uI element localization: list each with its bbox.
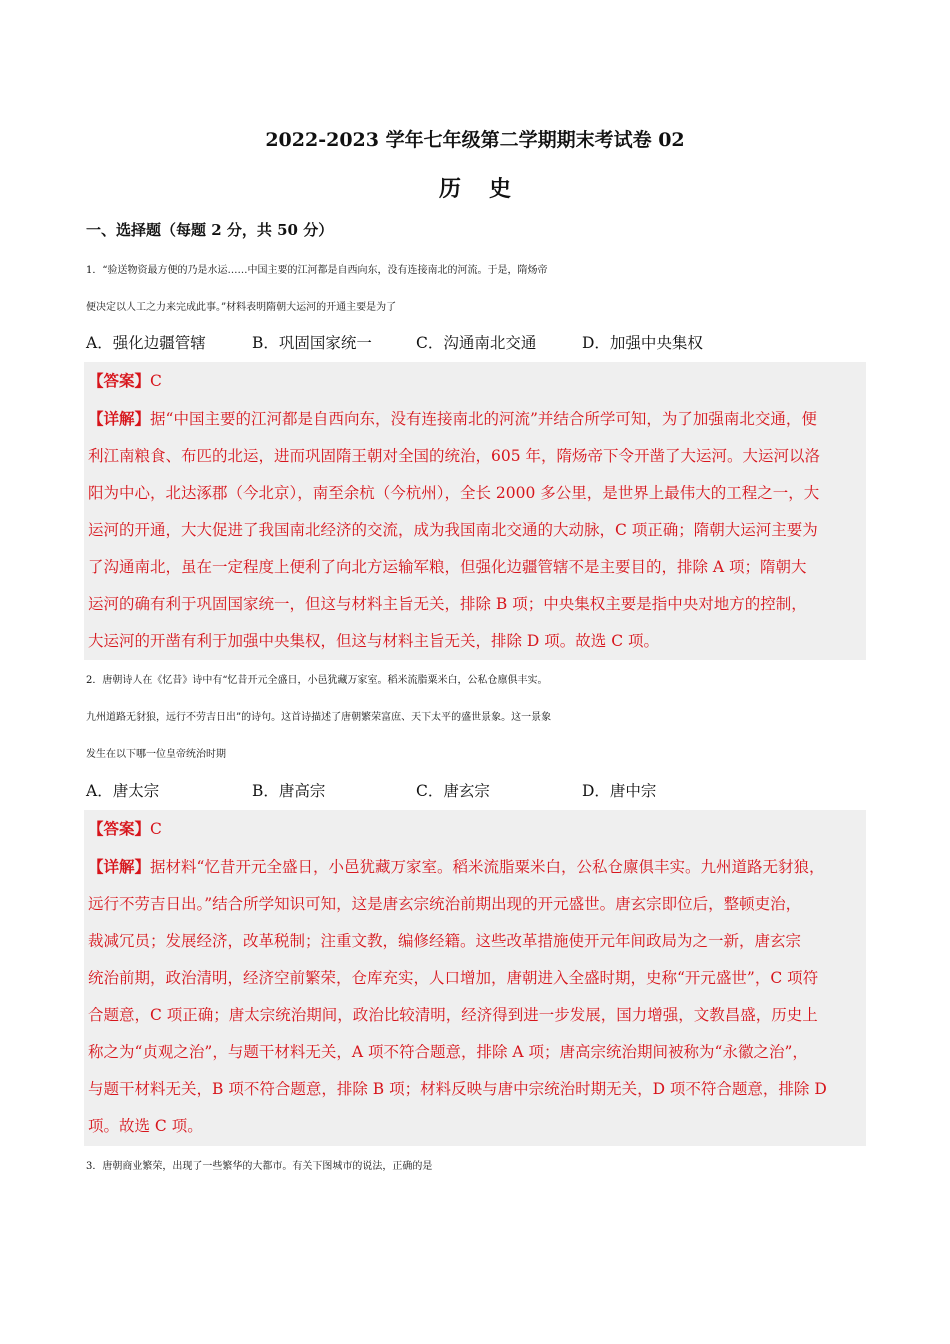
question-3 (86, 1148, 866, 1185)
detail-text: 阳为中心，北达涿郡（今北京），南至余杭（今杭州），全长 2000 多公里，是世界上最伟大的工程之一，大 (88, 484, 820, 502)
answer-line (88, 362, 862, 400)
question-1 (86, 252, 866, 326)
detail-line (88, 400, 862, 438)
option-a: A．强化边疆管辖 (86, 334, 206, 352)
answer-box-2 (84, 810, 866, 1146)
question-1-line-2: 便决定以人工之力来完成此事。”材料表明隋朝大运河的开通主要是为了 (86, 302, 397, 313)
page-title: 2022-2023 学年七年级第二学期期末考试卷 02 (265, 129, 685, 151)
question-2-line-1: 2．唐朝诗人在《忆昔》诗中有“忆昔开元全盛日，小邑犹藏万家室。稻米流脂粟米白，公私仓廪俱丰实。 (86, 675, 548, 686)
question-1-line-1: 1．“验送物资最方便的乃是水运……中国主要的江河都是自西向东，没有连接南北的河流。于是，隋炀帝 (86, 265, 548, 276)
subject-title: 历史 (438, 176, 539, 202)
question-1-options (86, 328, 703, 358)
detail-tag: 【详解】 (88, 409, 151, 428)
answer-line (88, 810, 862, 848)
detail-text: 运河的确有利于巩固国家统一，但这与材料主旨无关，排除 B 项；中央集权主要是指中央对地方的控制， (88, 595, 807, 613)
option-c: C．沟通南北交通 (416, 334, 537, 352)
detail-text: 运河的开通，大大促进了我国南北经济的交流，成为我国南北交通的大动脉，C 项正确；隋朝大运河主要为 (88, 521, 818, 539)
answer-value: C (150, 372, 162, 390)
detail-text: 远行不劳吉日出。”结合所学知识可知，这是唐玄宗统治前期出现的开元盛世。唐玄宗即位后，整顿吏治， (88, 895, 802, 913)
answer-tag: 【答案】 (88, 819, 151, 838)
detail-text: 裁减冗员；发展经济，改革税制；注重文教，编修经籍。这些改革措施使开元年间政局为之一新，唐玄宗 (88, 932, 802, 950)
detail-text: 项。故选 C 项。 (88, 1117, 203, 1135)
option-b: B．巩固国家统一 (252, 334, 372, 352)
detail-text: 统治前期，政治清明，经济空前繁荣，仓库充实，人口增加，唐朝进入全盛时期，史称“开元盛世”，C 项符 (88, 969, 819, 987)
detail-text: 称之为“贞观之治”，与题干材料无关，A 项不符合题意，排除 A 项；唐高宗统治期间被称为“永徽之治”， (88, 1043, 808, 1061)
option-b: B．唐高宗 (252, 782, 326, 800)
answer-box-1 (84, 362, 866, 660)
detail-text: 了沟通南北，虽在一定程度上便利了向北方运输军粮，但强化边疆管辖不是主要目的，排除 A 项；隋朝大 (88, 558, 807, 576)
option-c: C．唐玄宗 (416, 782, 490, 800)
question-3-line-1: 3．唐朝商业繁荣，出现了一些繁华的大都市。有关下图城市的说法，正确的是 (86, 1161, 433, 1172)
question-2 (86, 662, 866, 773)
detail-text: 利江南粮食、布匹的北运，进而巩固隋王朝对全国的统治，605 年，隋炀帝下令开凿了大运河。大运河以洛 (88, 447, 821, 465)
question-2-line-2: 九州道路无豺狼，远行不劳吉日出”的诗句。这首诗描述了唐朝繁荣富庶、天下太平的盛世景象。这一景象 (86, 712, 552, 723)
option-d: D．唐中宗 (582, 782, 657, 800)
option-a: A．唐太宗 (86, 782, 160, 800)
question-2-options (86, 776, 656, 806)
question-2-line-3: 发生在以下哪一位皇帝统治时期 (86, 749, 226, 760)
detail-text: 与题干材料无关，B 项不符合题意，排除 B 项；材料反映与唐中宗统治时期无关，D 项不符合题意，排除 D (88, 1080, 827, 1098)
detail-text: 合题意，C 项正确；唐太宗统治期间，政治比较清明，经济得到进一步发展，国力增强，文教昌盛，历史上 (88, 1006, 818, 1024)
answer-tag: 【答案】 (88, 371, 151, 390)
detail-line (88, 848, 862, 886)
detail-tag: 【详解】 (88, 857, 151, 876)
detail-text: 大运河的开凿有利于加强中央集权，但这与材料主旨无关，排除 D 项。故选 C 项。 (88, 632, 659, 650)
detail-text: 据材料“忆昔开元全盛日，小邑犹藏万家室。稻米流脂粟米白，公私仓廪俱丰实。九州道路无豺狼， (150, 858, 825, 876)
section-header: 一、选择题（每题 2 分，共 50 分） (86, 221, 334, 239)
detail-text: 据“中国主要的江河都是自西向东，没有连接南北的河流”并结合所学可知，为了加强南北交通，便 (150, 410, 817, 428)
option-d: D．加强中央集权 (582, 334, 703, 352)
answer-value: C (150, 820, 162, 838)
